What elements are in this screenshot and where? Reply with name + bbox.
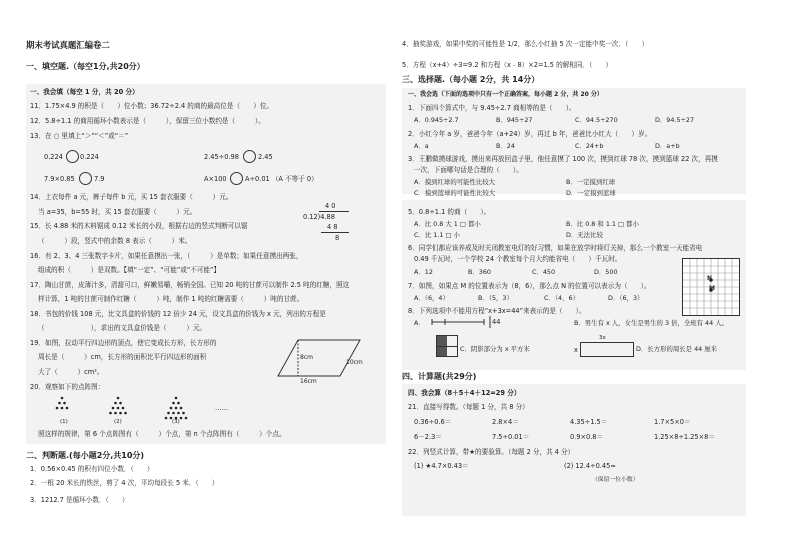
page-title: 期末考试真题汇编卷二 [26, 40, 110, 50]
pattern-dot [175, 397, 178, 400]
choice-8-option-b[interactable]: B．男生有 x 人，女生是男生的 3 倍，全班有 44 人。 [574, 319, 728, 327]
compare-right-2: 2.45 [258, 153, 273, 161]
label-height-8cm: 8cm [300, 354, 313, 361]
pattern-dot [56, 407, 59, 410]
pattern-dot [175, 407, 178, 410]
compare-circle [66, 150, 79, 163]
judge-2: 2．一根 20 米长的铁丝，剪了 4 次，平均每段长 5 米．（ ） [30, 479, 219, 487]
pattern-dot [63, 402, 66, 405]
choice-7-option-b[interactable]: B．（5，3） [478, 294, 513, 302]
vertical-calc-2: (2) 12.4÷0.45≈ [564, 462, 616, 470]
choice-1: 1．下面四个算式中，与 9.45÷2.7 商相等的是（ ）。 [408, 104, 576, 112]
choice-7-option-c[interactable]: C．（4，6） [544, 294, 579, 302]
compare-left-1: 0.224̇ [44, 153, 63, 161]
calc-1: 0.36÷0.6＝ [414, 418, 452, 426]
choice-6-option-d[interactable]: D．500 [594, 268, 618, 276]
choice-5-option-b[interactable]: B．比 0.8 和 1.1 □ 都小 [566, 220, 639, 228]
division-dividend: 0.12)4.88 [303, 213, 335, 221]
pattern-dot [58, 402, 61, 405]
section-choice: 三、选择题.（每小题 2分，共 14分） [402, 75, 540, 84]
calc-7: 0.9×0.8＝ [570, 433, 604, 441]
compare-left-4: A×100 [204, 175, 227, 183]
pattern-ellipsis: …… [215, 404, 229, 412]
rect-width-label: x [574, 346, 578, 354]
section-calculation: 四、计算题(共29分) [402, 372, 477, 381]
choice-6a: 6．同学们都应该养成及时关闭教室电灯的好习惯，如果在放学时将灯关掉，那么一个教室一天能省电 [408, 244, 703, 252]
pattern-dot [114, 402, 117, 405]
pattern-dot [165, 417, 168, 420]
pattern-label-3: (3) [172, 419, 180, 425]
point-m-label: M [709, 285, 715, 292]
choice-2-option-a[interactable]: A．a [414, 142, 429, 150]
choice-3a: 3．王鹏做摸球游戏，摸出来再放回盒子里，他任意摸了 100 次，摸到红球 78 次，摸到篮球 22 次，再摸 [408, 155, 718, 163]
judge-5: 5．方程（x+4）÷3=9.2 和方程（x﹣8）×2=1.5 的解相同．（ ） [402, 61, 613, 69]
judge-1: 1．0.56×0.45 的积有四位小数．（ ） [30, 465, 154, 473]
segment-total-label: 44 [492, 318, 501, 326]
section-fill-blank: 一、填空题.（每空1分,共20分） [26, 62, 145, 71]
label-base-16cm: 16cm [300, 378, 317, 385]
pattern-dot [117, 407, 120, 410]
compare-right-4: A÷0.01 （A 不等于 0） [245, 175, 318, 183]
division-remainder: 8 [335, 234, 340, 242]
question-13: 13．在 ○ 里填上“＞”“＜”或“＝” [30, 132, 129, 140]
question-15b: （ ）段，竖式中的余数 8 表示（ ）米。 [38, 237, 192, 245]
choice-8-option-d[interactable]: D．长方形的周长是 44 厘米 [636, 345, 718, 353]
pattern-dot [177, 412, 180, 415]
choice-5: 5．0.8÷1.1 的商（ ）。 [408, 208, 491, 216]
pattern-label-1: (1) [60, 419, 68, 425]
long-division-figure [303, 202, 353, 244]
compare-left-2: 2.45÷0.98 [204, 153, 239, 161]
question-11: 11．1.75×4.9 的积是（ ）位小数；36.72÷2.4 的商的最高位是（ ）位。 [30, 102, 274, 110]
choice-6-option-a[interactable]: A．12 [414, 268, 433, 276]
choice-3-option-b[interactable]: B．一定摸到红球 [566, 178, 616, 186]
question-16a: 16．有 2、3、4 三张数字卡片，如果任意摸出一张，（ ）是单数；如果任意摸出两张， [30, 252, 303, 260]
compare-right-3: 7.9 [94, 175, 105, 183]
question-20: 20．观察如下的点阵图： [30, 383, 105, 391]
judge-4: 4．抽奖游戏，如果中奖的可能性是 1/2，那么小红抽 5 次一定能中奖一次．（ ） [402, 40, 649, 48]
pattern-dot [172, 402, 175, 405]
calc-3: 4.35÷1.5＝ [570, 418, 608, 426]
pattern-label-2: (2) [114, 419, 122, 425]
choice-8: 8．下列选项中不能用方程“x+3x=44”来表示的是（ ）。 [408, 307, 586, 315]
pattern-dot [61, 397, 64, 400]
compare-left-3: 7.9×0.85 [44, 175, 75, 183]
calc-5: 6－2.3＝ [414, 433, 442, 441]
coordinate-grid [682, 258, 740, 316]
choice-6-option-c[interactable]: C．450 [532, 268, 556, 276]
compare-right-1: 0.224 [80, 153, 99, 161]
pattern-dot [185, 417, 188, 420]
choice-1-option-b[interactable]: B．945÷27 [496, 116, 533, 124]
choice-1-option-a[interactable]: A．0.945÷2.7 [414, 116, 459, 124]
question-19b: 周长是（ ）cm，长方形的面积比平行四边形的面积 [38, 353, 207, 361]
rectangle-figure [580, 342, 634, 357]
choice-2-option-c[interactable]: C．24+b [575, 142, 604, 150]
choice-5-option-c[interactable]: C．比 1.1 □ 小 [414, 231, 460, 239]
pattern-dot [66, 407, 69, 410]
choice-2-option-b[interactable]: B．24 [496, 142, 515, 150]
section-true-false: 二、判断题.(每小题2分,共10分) [26, 451, 145, 460]
calc-2: 2.8×4＝ [492, 418, 519, 426]
choice-5-option-a[interactable]: A．比 0.8 大 1 □ 都小 [414, 220, 481, 228]
choice-7-option-a[interactable]: A．（6，4） [414, 294, 449, 302]
point-n-label: N [707, 275, 713, 282]
question-16b: 组成的积（ ）是双数。【填“一定”、“可能”或“不可能”】 [38, 266, 221, 274]
choice-3-option-a[interactable]: A．摸到红球的可能性比较大 [414, 178, 496, 186]
rounding-note: （保留一位小数） [592, 477, 639, 483]
compare-circle [230, 172, 243, 185]
choice-5-option-d[interactable]: D．无法比较 [566, 231, 603, 239]
calc-8: 1.25×8÷1.25×8＝ [654, 433, 715, 441]
choice-6-option-b[interactable]: B．360 [468, 268, 491, 276]
question-17a: 17．陶山甘蔗，皮薄汁多，清甜可口，鲜嫩易嚼，畅销全国。已知 20 吨的甘蔗可以制作 2.5 吨的红糖，照这 [30, 281, 350, 289]
question-12: 12．5.8÷1.1 的商用循环小数表示是（ ），保留三位小数约是（ ）。 [30, 117, 265, 125]
choice-8-option-c[interactable]: C．阴影部分为 x 平方米 [460, 345, 530, 353]
group-heading-fill: 一、我会填（每空 1 分，共 20 分） [30, 88, 139, 96]
pattern-dot [180, 417, 183, 420]
calc-6: 7.5÷0.01＝ [492, 433, 530, 441]
choice-7-option-d[interactable]: D．（6，3） [608, 294, 644, 302]
question-18a: 18．书包的价钱 108 元，比文具盒的价钱的 12 倍少 24 元，设文具盒的价钱为 x 元，列出的方程是 [30, 310, 326, 318]
choice-2-option-d[interactable]: D．a+b [655, 142, 680, 150]
dot-pattern-figure [40, 396, 240, 418]
calc-4: 1.7×5×0＝ [654, 418, 691, 426]
pattern-dot [109, 412, 112, 415]
pattern-dot [114, 412, 117, 415]
question-15a: 15．长 4.88 米的木料锯成 0.12 米长的小段，根据右边的竖式判断可以锯 [30, 222, 248, 230]
choice-8-option-a[interactable]: A． [414, 319, 425, 327]
group-heading-calc: 四、我会算（8＋5＋4＋12=29 分） [408, 389, 521, 397]
pattern-dot [124, 412, 127, 415]
question-20b: 照这样的规律，第 6 个点阵图有（ ）个点，第 n 个点阵图有（ ）个点。 [38, 430, 286, 438]
shaded-square-figure [436, 335, 458, 357]
compare-circle [79, 172, 92, 185]
compare-circle [243, 150, 256, 163]
division-product: 4 8 [327, 223, 338, 231]
pattern-dot [172, 412, 175, 415]
question-22: 22．列竖式计算，带★的要验算。（每题 2 分，共 4 分） [408, 448, 575, 456]
pattern-dot [177, 402, 180, 405]
pattern-dot [122, 407, 125, 410]
pattern-dot [119, 412, 122, 415]
segment-diagram [432, 316, 492, 330]
group-heading-choice: 一、我会选（下面的选项中只有一个正确答案，每小题 2 分，共 20 分） [408, 91, 603, 98]
pattern-dot [119, 402, 122, 405]
choice-7: 7．如图，如果点 M 的位置表示为（8，6），那么点 N 的位置可以表示为（ ）。 [408, 282, 651, 290]
rect-length-label: 3x [599, 335, 606, 341]
pattern-dot [61, 407, 64, 410]
pattern-dot [112, 407, 115, 410]
question-21: 21．直接写得数。（每题 1 分，共 8 分） [408, 403, 529, 411]
pattern-dot [167, 412, 170, 415]
choice-3-option-d[interactable]: D．一定摸到蓝球 [566, 189, 616, 197]
pattern-dot [117, 397, 120, 400]
division-quotient: 4 0 [325, 202, 336, 210]
choice-3b: 一次，下面哪句话是合理的（ ）。 [414, 166, 523, 174]
choice-1-option-d[interactable]: D．94.5÷27 [655, 116, 695, 124]
label-side-10cm: 10cm [346, 359, 363, 366]
judge-3: 3．1212.7 是循环小数．（ ） [30, 496, 129, 504]
question-17b: 样计算，1 吨的甘蔗可制作红糖（ ）吨，制作 1 吨的红糖需要（ ）吨的甘蔗。 [38, 295, 304, 303]
pattern-dot [170, 407, 173, 410]
choice-2: 2．小红今年 a 岁，爸爸今年（a+24）岁，再过 b 年，爸爸比小红大（ ）岁。 [408, 130, 652, 138]
pattern-dot [180, 407, 183, 410]
question-18b: （ ），求出的文具盒价钱是（ ）元。 [38, 324, 207, 332]
question-14a: 14．上衣每件 a 元，裤子每件 b 元，买 15 套衣服要（ ）元。 [30, 193, 233, 201]
question-19c: 大了（ ）cm²。 [38, 368, 104, 376]
question-14b: 当 a=35，b=55 时，买 15 套衣服要（ ）元。 [38, 208, 197, 216]
choice-1-option-c[interactable]: C．94.5÷270 [575, 116, 618, 124]
choice-3-option-c[interactable]: C．摸到篮球的可能性比较大 [414, 189, 496, 197]
vertical-calc-1: (1) ★4.7×0.43＝ [414, 462, 469, 470]
choice-6b: 0.49 千瓦时，一个学校 24 个教室每个月大约能省电（ ）千瓦时。 [414, 255, 622, 263]
question-19a: 19．如图，拉动平行四边形的顶点，使它变成长方形，长方形的 [30, 339, 217, 347]
pattern-dot [182, 412, 185, 415]
